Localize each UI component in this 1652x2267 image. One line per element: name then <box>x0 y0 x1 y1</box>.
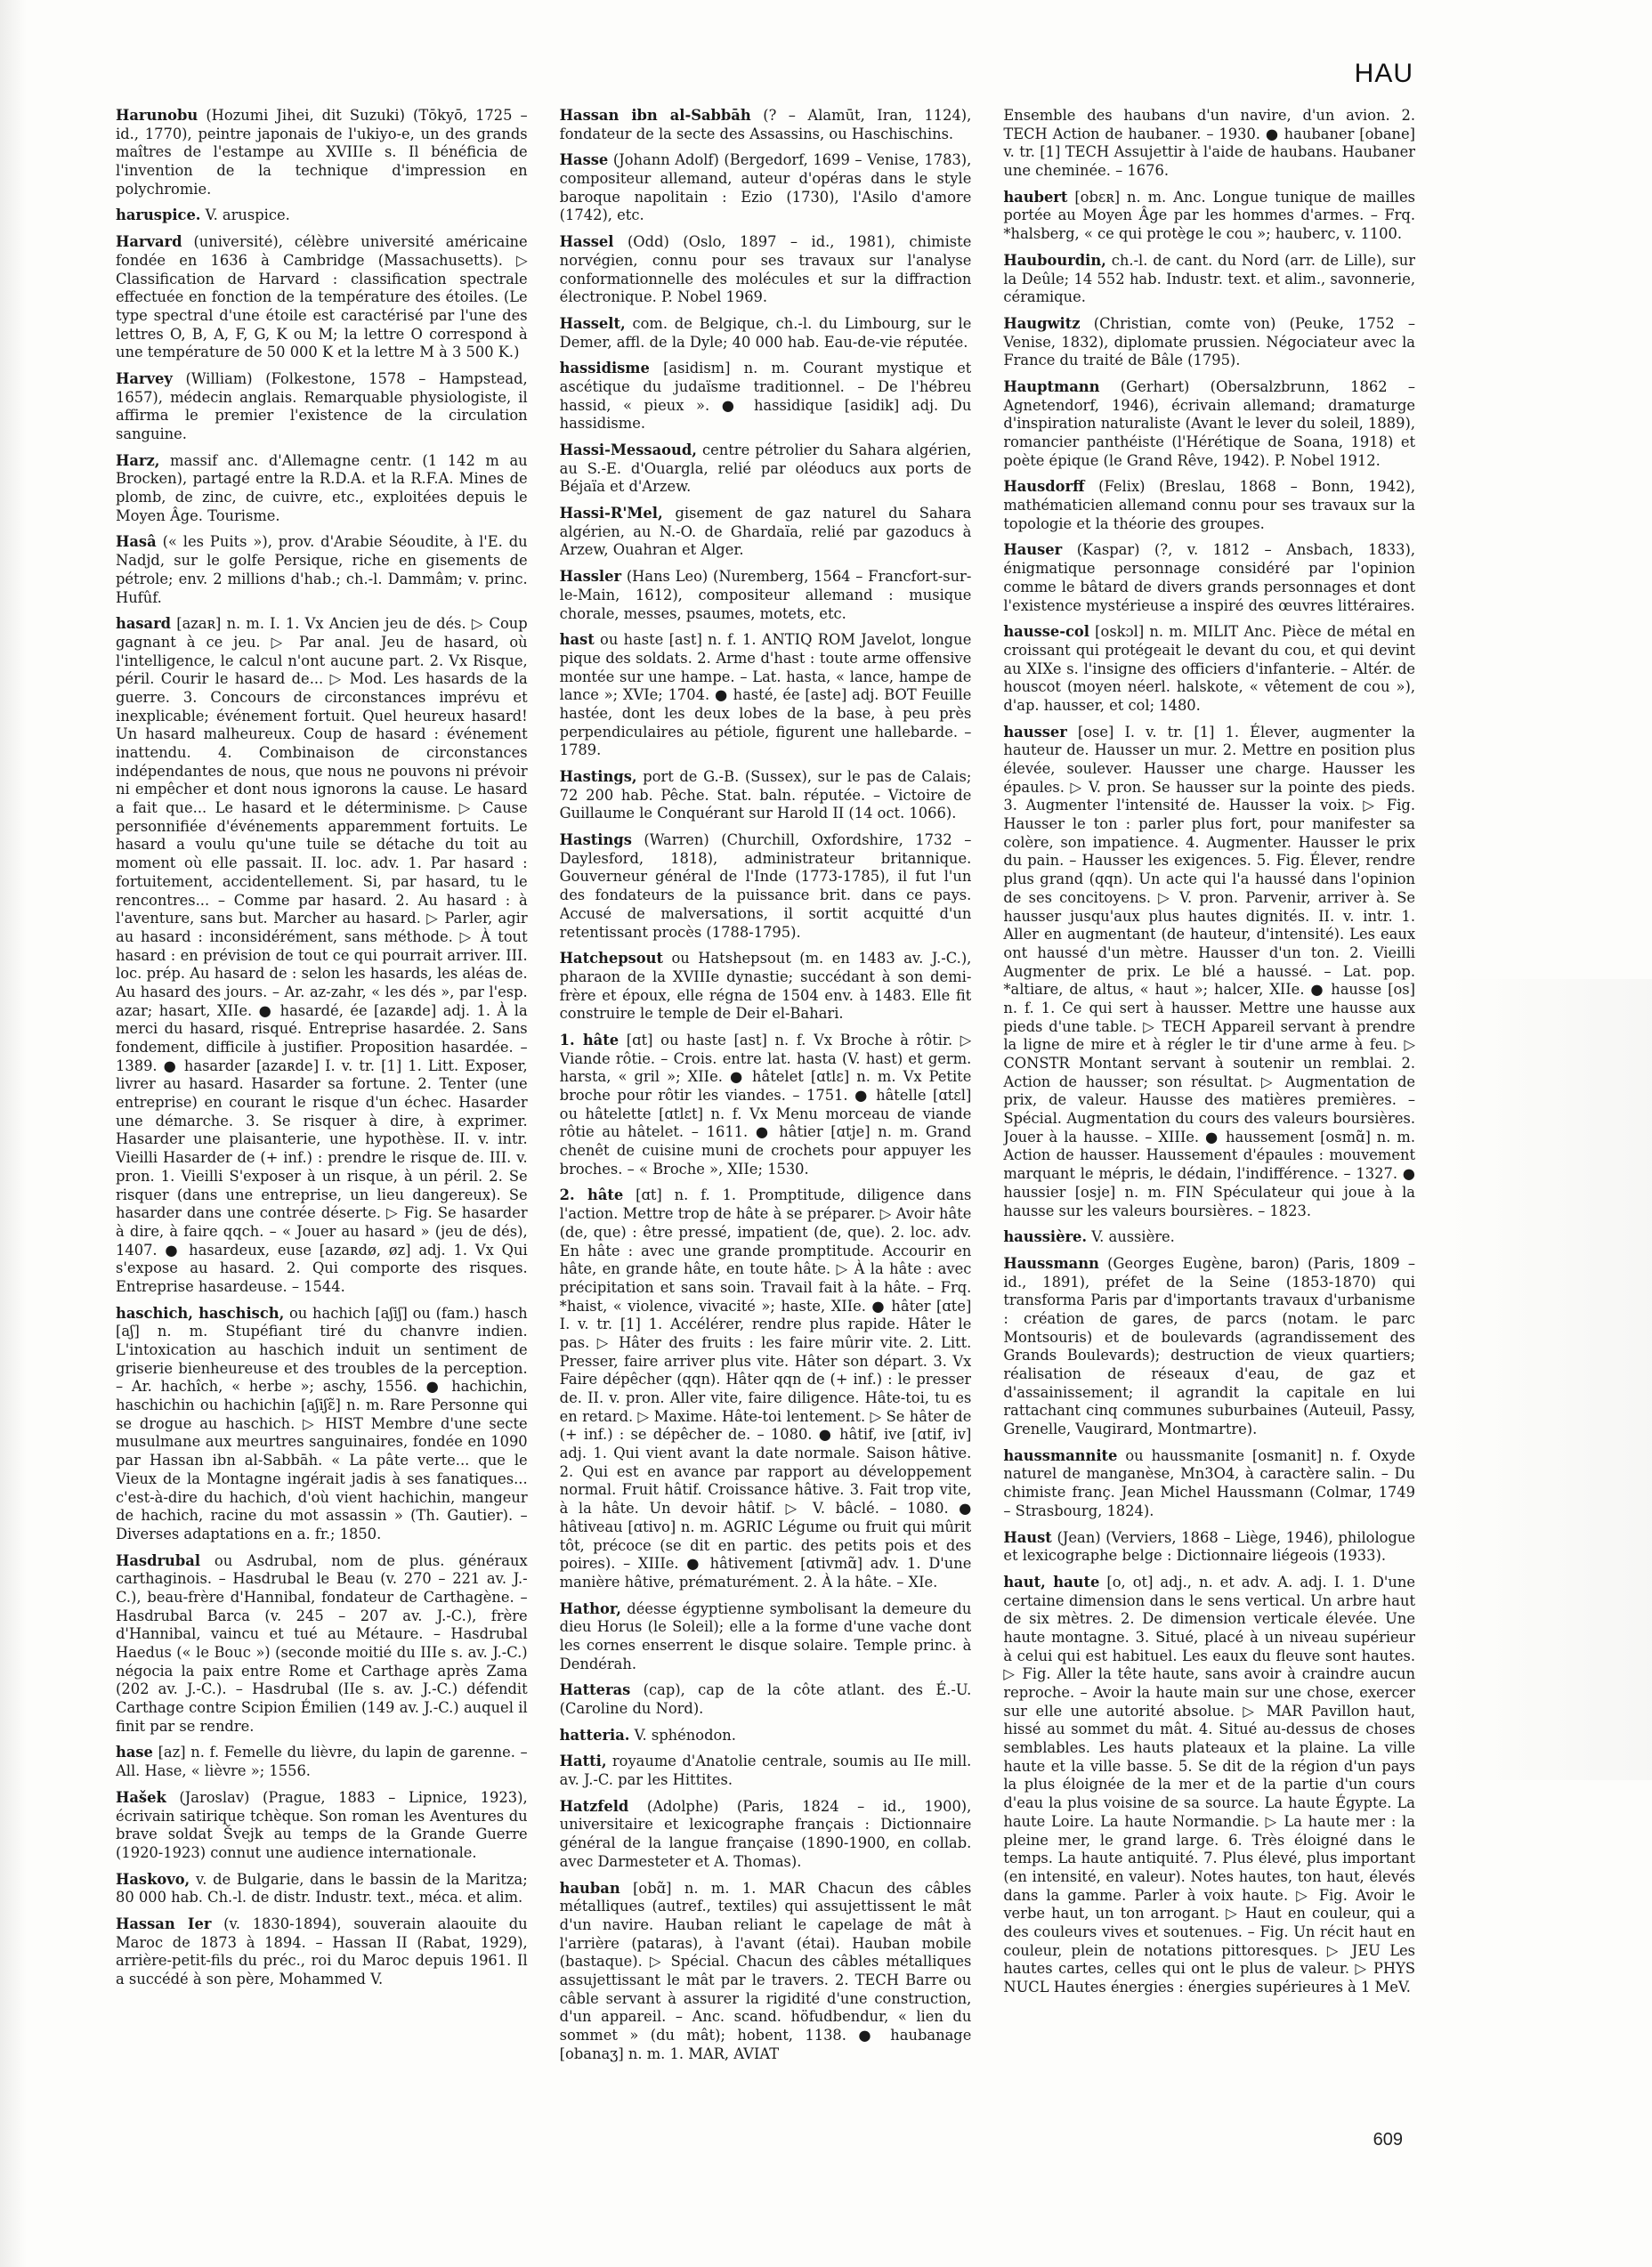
entry-definition: (Hozumi Jihei, dit Suzuki) (Tōkyō, 1725 – id., 1770), peintre japonais de l'ukiyo-e, un des grands maîtres de l'estampe au XVIIIe s. Il bénéficia de l'invention de la technique d'impression en polychromie. <box>116 107 528 198</box>
dictionary-entry <box>1003 1255 1415 1439</box>
dictionary-entry <box>560 1753 972 1789</box>
entry-headword: Haust <box>1003 1528 1052 1546</box>
entry-definition: [obɛʀ] n. m. Anc. Longue tunique de mailles portée au Moyen Âge par les hommes d'armes. – Frq. *halsberg, « ce qui protège le cou »; hauberc, v. 1100. <box>1003 188 1416 243</box>
entry-headword: Hasdrubal <box>116 1551 201 1569</box>
dictionary-entry <box>1003 1228 1415 1247</box>
entry-headword: hausse-col <box>1003 623 1089 641</box>
dictionary-entry <box>560 505 972 560</box>
entry-definition: (v. 1830-1894), souverain alaouite du Maroc de 1873 à 1894. – Hassan II (Rabat, 1929), arrière-petit-fils du préc., roi du Maroc depuis 1961. Il a succédé à son père, Mohammed V. <box>116 1915 528 1988</box>
entry-definition: (Georges Eugène, baron) (Paris, 1809 – id., 1891), préfet de la Seine (1853-1870) qui transforma Paris par d'importants travaux d'urbanisme : création de gares, de parcs (notam. le parc Montsouris) et de boulevards (agrandissement des Grands Boulevards); destruction de vieux quartiers; réalisation de réseaux d'eau, de gaz et d'assainissement; il agrandit la capitale en lui rattachant cinq communes suburbaines (Auteuil, Passy, Grenelle, Vaugirard, Montmartre). <box>1003 1254 1416 1438</box>
dictionary-entry <box>560 360 972 433</box>
entry-definition: port de G.-B. (Sussex), sur le pas de Calais; 72 200 hab. Pêche. Stat. baln. réputée. – Victoire de Guillaume le Conquérant sur Harold II (14 oct. 1066). <box>559 768 972 822</box>
entry-headword: hase <box>116 1744 153 1761</box>
entry-definition: (Odd) (Oslo, 1897 – id., 1981), chimiste norvégien, connu pour ses travaux sur l'analyse conformationnelle des molécules et sur la diffraction électronique. P. Nobel 1969. <box>559 233 972 306</box>
entry-definition: (université), célèbre université américaine fondée en 1636 à Cambridge (Massachusetts). ▷ Classification de Harvard : classification spectrale effectuée en fonction de la température des étoiles. (Le type spectral d'une étoile est caractérisé par l'une des lettres O, B, A, F, G, K ou M; la lettre O correspond à une température de 50 000 K et la lettre M à 3 500 K.) <box>116 233 528 361</box>
dictionary-entry <box>560 1798 972 1872</box>
entry-headword: Haugwitz <box>1003 314 1081 332</box>
entry-headword: Hasselt, <box>559 314 626 332</box>
dictionary-entry <box>116 1305 528 1544</box>
entry-headword: hausser <box>1003 723 1067 741</box>
entry-headword: Hatteras <box>559 1681 631 1699</box>
column-left <box>116 107 528 2154</box>
entry-headword: Haskovo, <box>116 1870 190 1888</box>
entry-definition: déesse égyptienne symbolisant la demeure du dieu Horus (le Soleil); elle a la forme d'une vache dont les cornes enserrent le disque solaire. Temple princ. à Dendérah. <box>559 1599 972 1672</box>
entry-headword: Haussmann <box>1003 1254 1099 1272</box>
entry-definition: ou Asdrubal, nom de plus. généraux carthaginois. – Hasdrubal le Beau (v. 270 – 221 av. J.-C.), beau-frère d'Hannibal, fondateur de Carthagène. – Hasdrubal Barca (v. 245 – 207 av. J.-C.), frère d'Hannibal, vaincu et tué au Métaure. – Hasdrubal Haedus (« le Bouc ») (seconde moitié du IIIe s. av. J.-C.) négocia la paix entre Rome et Carthage après Zama (202 av. J.-C.). – Hasdrubal (IIe s. av. J.-C.) défendit Carthage contre Scipion Émilien (149 av. J.-C.) auquel il finit par se rendre. <box>116 1551 528 1735</box>
dictionary-entry <box>560 233 972 307</box>
dictionary-entry <box>560 831 972 942</box>
entry-headword: hatteria. <box>559 1726 630 1744</box>
entry-definition: Ensemble des haubans d'un navire, d'un avion. 2. TECH Action de haubaner. – 1930. ● haubaner [obane] v. tr. [1] TECH Assujettir à l'aide de haubans. Haubaner une cheminée. – 1676. <box>1003 107 1416 180</box>
dictionary-entry <box>560 1681 972 1718</box>
dictionary-entry <box>560 950 972 1024</box>
entry-definition: (Kaspar) (?, v. 1812 – Ansbach, 1833), énigmatique personnage considéré par l'opinion comme le bâtard de divers grands personnages et dont l'existence mystérieuse a inspiré des œuvres littéraires. <box>1003 541 1416 614</box>
entry-headword: hast <box>559 631 595 649</box>
entry-definition: (Adolphe) (Paris, 1824 – id., 1900), universitaire et lexicographe français : Dictionnaire général de la langue française (1890-1900, en collab. avec Darmesteter et A. Thomas). <box>559 1797 972 1870</box>
entry-headword: hasard <box>116 615 172 633</box>
entry-headword: Hausdorff <box>1003 478 1085 496</box>
entry-headword: Harvey <box>116 369 173 387</box>
column-right <box>1003 107 1415 2154</box>
entry-definition: (cap), cap de la côte atlant. des É.-U. (Caroline du Nord). <box>559 1681 972 1717</box>
entry-definition: (Gerhart) (Obersalzbrunn, 1862 – Agnetendorf, 1946), écrivain allemand; dramaturge d'inspiration naturaliste (Avant le lever du soleil, 1889), romancier panthéiste (l'Hérétique de Soana, 1918) et poète épique (le Grand Rêve, 1942). P. Nobel 1912. <box>1003 377 1416 469</box>
entry-headword: Hasâ <box>116 533 157 551</box>
entry-headword: Hauptmann <box>1003 377 1100 395</box>
entry-definition: V. aruspice. <box>205 206 290 224</box>
entry-definition: ch.-l. de cant. du Nord (arr. de Lille), sur la Deûle; 14 552 hab. Industr. text. et alim., savonnerie, céramique. <box>1003 251 1416 306</box>
entry-headword: haut, haute <box>1003 1573 1100 1591</box>
entry-headword: Hatzfeld <box>559 1797 629 1815</box>
dictionary-entry <box>560 1600 972 1674</box>
entry-definition: [az] n. f. Femelle du lièvre, du lapin de garenne. – All. Hase, « lièvre »; 1556. <box>116 1744 528 1780</box>
dictionary-entry <box>560 568 972 623</box>
entry-definition: massif anc. d'Allemagne centr. (1 142 m au Brocken), partagé entre la R.D.A. et la R.F.A. Mines de plomb, de zinc, de cuivre, etc., exploitées depuis le Moyen Âge. Tourisme. <box>116 451 528 524</box>
dictionary-entry <box>1003 1529 1415 1566</box>
running-head: HAU <box>1354 59 1413 88</box>
dictionary-entry <box>116 370 528 444</box>
entry-headword: haussmannite <box>1003 1446 1118 1464</box>
dictionary-entry <box>116 1871 528 1907</box>
entry-headword: Hastings <box>559 831 632 849</box>
dictionary-entry <box>560 315 972 352</box>
entry-headword: Hatchepsout <box>559 950 664 968</box>
dictionary-entry <box>560 1727 972 1745</box>
entry-definition: gisement de gaz naturel du Sahara algérien, au N.-O. de Ghardaïa, relié par gazoducs à Arzew, Ouahran et Alger. <box>559 505 972 559</box>
entry-headword: Hastings, <box>559 768 637 785</box>
entry-headword: 2. hâte <box>559 1186 624 1204</box>
dictionary-entry <box>116 533 528 607</box>
entry-definition: (Felix) (Breslau, 1868 – Bonn, 1942), mathématicien allemand connu pour ses travaux sur la topologie et la théorie des groupes. <box>1003 478 1416 532</box>
entry-definition: com. de Belgique, ch.-l. du Limbourg, sur le Demer, affl. de la Dyle; 40 000 hab. Eau-de-vie réputée. <box>559 314 972 351</box>
entry-headword: Hassler <box>559 568 622 586</box>
dictionary-entry <box>1003 252 1415 307</box>
entry-headword: haschich, haschisch, <box>116 1304 285 1322</box>
entry-headword: Hassi-Messaoud, <box>559 441 697 458</box>
entry-headword: Hassan ibn al-Sabbāh <box>559 107 751 124</box>
entry-definition: ou Hatshepsout (m. en 1483 av. J.-C.), pharaon de la XVIIIe dynastie; succédant à son demi-frère et époux, elle régna de 1504 env. à 1483. Elle fit construire le temple de Deir el-Bahari. <box>559 950 972 1023</box>
entry-headword: Harunobu <box>116 107 198 124</box>
entry-definition: (Johann Adolf) (Bergedorf, 1699 – Venise, 1783), compositeur allemand, auteur d'opéras dans le style baroque napolitain : Ezio (1730), l'Asilo d'amore (1742), etc. <box>559 151 972 224</box>
entry-definition: [ɑt] ou haste [ast] n. f. Vx Broche à rôtir. ▷ Viande rôtie. – Crois. entre lat. hasta (V. hast) et germ. harsta, « gril »; XIIe. ● hâtelet [ɑtlɛ] n. m. Vx Petite broche pour rôtir les viandes. – 1751. ● hâtelle [ɑtɛl] ou hâtelette [ɑtlɛt] n. f. Vx Menu morceau de viande rôtie au hâtelet. – 1611. ● hâtier [ɑtje] n. m. Grand chenêt de cuisine muni de crochets pour appuyer les broches. – « Broche », XIIe; 1530. <box>559 1031 972 1178</box>
entry-headword: Hatti, <box>559 1753 607 1770</box>
dictionary-entry <box>1003 541 1415 615</box>
entry-headword: haubert <box>1003 188 1068 206</box>
entry-definition: v. de Bulgarie, dans le bassin de la Maritza; 80 000 hab. Ch.-l. de distr. Industr. text., méca. et alim. <box>116 1870 528 1907</box>
dictionary-entry <box>116 233 528 362</box>
page-number: 609 <box>1373 2130 1403 2150</box>
dictionary-entry <box>1003 378 1415 470</box>
entry-headword: Haubourdin, <box>1003 251 1106 269</box>
dictionary-entry <box>560 768 972 823</box>
dictionary-entry <box>116 107 528 198</box>
entry-definition: [ɑt] n. f. 1. Promptitude, diligence dans l'action. Mettre trop de hâte à se préparer. ▷ Avoir hâte (de, que) : être pressé, impatient (de, que). 2. loc. adv. En hâte : avec une grande promptitude. Accourir en hâte, en grande hâte, en toute hâte. ▷ À la hâte : avec précipitation et sans soin. Travail fait à la hâte. – Frq. *haist, « violence, vivacité »; haste, XIIe. ● hâter [ɑte] I. v. tr. [1] 1. Accélérer, rendre plus rapide. Hâter le pas. ▷ Hâter des fruits : les faire mûrir vite. 2. Litt. Presser, faire arriver plus vite. Hâter son départ. 3. Vx Faire dépêcher (qqn). Hâter qqn de (+ inf.) : le presser de. II. v. pron. Aller vite, faire diligence. Hâte-toi, tu es en retard. ▷ Maxime. Hâte-toi lentement. ▷ Se hâter de (+ inf.) : se dépêcher de. – 1080. ● hâtif, ive [ɑtif, iv] adj. 1. Qui vient avant la date normale. Saison hâtive. 2. Qui est en avance par rapport au développement normal. Fruit hâtif. Croissance hâtive. 3. Fait trop vite, à la hâte. Un devoir hâtif. ▷ V. bâclé. – 1080. ● hâtiveau [ɑtivo] n. m. AGRIC Légume ou fruit qui mûrit tôt, précoce (se dit en partic. des petits pois et des poires). – XIIIe. ● hâtivement [ɑtivmɑ̃] adv. 1. D'une manière hâtive, prématurément. 2. À la hâte. – XIe. <box>559 1186 972 1591</box>
entry-definition: (Jean) (Verviers, 1868 – Liège, 1946), philologue et lexicographe belge : Dictionnaire liégeois (1933). <box>1003 1528 1416 1565</box>
entry-headword: hauban <box>559 1879 620 1897</box>
dictionary-entry <box>1003 107 1415 181</box>
dictionary-entry <box>560 107 972 143</box>
entry-definition: ou hachich [aʃiʃ] ou (fam.) hasch [aʃ] n. m. Stupéfiant tiré du chanvre indien. L'intoxication au haschich induit un sentiment de griserie bienheureuse et des troubles de la perception. – Ar. hachîch, « herbe »; aschy, 1556. ● hachichin, haschichin ou hachichin [aʃiʃɛ̃] n. m. Rare Personne qui se drogue au haschich. ▷ HIST Membre d'une secte musulmane aux meurtres sanguinaires, fondée en 1090 par Hassan ibn al-Sabbāh. « La pâte verte... que le Vieux de la Montagne ingérait jadis à ses fanatiques... c'est-à-dire du hachich, d'où vient hachichin, mangeur de hachich, racine du mot assassin » (Th. Gautier). – Diverses adaptations en a. fr.; 1850. <box>116 1304 528 1542</box>
entry-definition: royaume d'Anatolie centrale, soumis au IIe mill. av. J.-C. par les Hittites. <box>559 1753 972 1789</box>
entry-definition: (Warren) (Churchill, Oxfordshire, 1732 – Daylesford, 1818), administrateur britannique. Gouverneur général de l'Inde (1773-1785), il fut l'un des fondateurs de la puissance brit. dans ce pays. Accusé de malversations, il sortit acquitté d'un retentissant procès (1788-1795). <box>559 831 972 941</box>
dictionary-entry <box>1003 478 1415 533</box>
entry-definition: (Christian, comte von) (Peuke, 1752 – Venise, 1832), diplomate prussien. Négociateur avec la France du traité de Bâle (1795). <box>1003 314 1416 369</box>
entry-headword: Hauser <box>1003 541 1063 559</box>
dictionary-entry <box>1003 315 1415 370</box>
entry-definition: [asidism] n. m. Courant mystique et ascétique du judaïsme traditionnel. – De l'hébreu hassid, « pieux ». ● hassidique [asidik] adj. Du hassidisme. <box>559 360 972 433</box>
entry-definition: V. aussière. <box>1091 1228 1175 1246</box>
dictionary-entry <box>116 452 528 526</box>
entry-definition: (Jaroslav) (Prague, 1883 – Lipnice, 1923), écrivain satirique tchèque. Son roman les Aventures du brave soldat Švejk au temps de la Grande Guerre (1920-1923) connut une audience internationale. <box>116 1788 528 1861</box>
entry-definition: [azaʀ] n. m. I. 1. Vx Ancien jeu de dés. ▷ Coup gagnant à ce jeu. ▷ Par anal. Jeu de hasard, où l'intelligence, le calcul n'ont aucune part. 2. Vx Risque, péril. Courir le hasard de... ▷ Mod. Les hasards de la guerre. 3. Concours de circonstances imprévu et inexplicable; événement fortuit. Quel heureux hasard! Un hasard malheureux. Coup de hasard : événement inattendu. 4. Combinaison de circonstances indépendantes de nous, que nous ne pouvons ni prévoir ni empêcher et dont nous ignorons la cause. Le hasard a fait que... Le hasard et le déterminisme. ▷ Cause personnifiée d'événements apparemment fortuits. Le hasard a voulu qu'une tuile se détache du toit au moment où elle passait. II. loc. adv. 1. Par hasard : fortuitement, accidentellement. Si, par hasard, tu le rencontres... – Comme par hasard. 2. Au hasard : à l'aventure, sans but. Marcher au hasard. ▷ Parler, agir au hasard : inconsidérément, sans méthode. ▷ À tout hasard : en prévision de tout ce qui pourrait arriver. III. loc. prép. Au hasard de : selon les hasards, les aléas de. Au hasard des jours. – Ar. az-zahr, « les dés », par l'esp. azar; hasart, XIIe. ● hasardé, ée [azaʀde] adj. 1. À la merci du hasard, risqué. Entreprise hasardée. 2. Sans fondement, difficile à justifier. Proposition hasardée. – 1389. ● hasarder [azaʀde] I. v. tr. [1] 1. Litt. Exposer, livrer au hasard. Hasarder sa fortune. 2. Tenter (une entreprise) en courant le risque d'un échec. Hasarder une démarche. 3. Se risquer à dire, à exprimer. Hasarder une plaisanterie, une hypothèse. II. v. intr. Vieilli Hasarder de (+ inf.) : prendre le risque de. III. v. pron. 1. Vieilli S'exposer à un risque, à un péril. 2. Se risquer (dans une entreprise, un lieu dangereux). Se hasarder dans une contrée déserte. ▷ Fig. Se hasarder à dire, à faire qqch. – « Jouer au hasard » (jeu de dés), 1407. ● hasardeux, euse [azaʀdø, øz] adj. 1. Vx Qui s'expose au hasard. 2. Qui comporte des risques. Entreprise hasardeuse. – 1544. <box>116 615 528 1295</box>
entry-definition: [o, ot] adj., n. et adv. A. adj. I. 1. D'une certaine dimension dans le sens vertical. Un arbre haut de six mètres. 2. De dimension verticale élevée. Une haute montagne. 3. Situé, placé à un niveau supérieur à celui qui est habituel. Les eaux du fleuve sont hautes. ▷ Fig. Aller la tête haute, sans avoir à craindre aucun reproche. – Avoir la haute main sur une chose, exercer sur elle une autorité absolue. ▷ MAR Pavillon haut, hissé au sommet du mât. 4. Situé au-dessus de choses semblables. Les hauts plateaux et la plaine. La ville haute et la ville basse. 5. Se dit de la région d'un pays la plus éloignée de la mer et de la partie d'un cours d'eau la plus voisine de sa source. La haute Égypte. La haute Loire. La haute Normandie. ▷ La haute mer : la pleine mer, le grand large. 6. Très éloigné dans le temps. La haute antiquité. 7. Plus élevé, plus important (en intensité, en valeur). Notes hautes, ton haut, élevés dans la gamme. Parler à voix haute. ▷ Fig. Avoir le verbe haut, un ton arrogant. ▷ Haut en couleur, qui a des couleurs vives et soutenues. – Fig. Un récit haut en couleur, plein de notations pittoresques. ▷ JEU Les hautes cartes, celles qui ont le plus de valeur. ▷ PHYS NUCL Hautes énergies : énergies supérieures à 1 MeV. <box>1003 1573 1416 1996</box>
dictionary-entry <box>560 631 972 760</box>
dictionary-entry <box>560 151 972 225</box>
entry-definition: [oskɔl] n. m. MILIT Anc. Pièce de métal en croissant qui protégeait le devant du cou, et qui devint au XIXe s. l'insigne des officiers d'infanterie. – Altér. de houscot (moyen néerl. halskote, « vêtement de cou »), d'ap. hausser, et col; 1480. <box>1003 623 1416 714</box>
entry-definition: (« les Puits »), prov. d'Arabie Séoudite, à l'E. du Nadjd, sur le golfe Persique, riche en gisements de pétrole; env. 2 millions d'hab.; ch.-l. Dammâm; v. princ. Hufûf. <box>116 533 528 606</box>
dictionary-entry <box>1003 1574 1415 1997</box>
page-gutter-shadow <box>0 0 27 2267</box>
entry-headword: Hathor, <box>559 1599 621 1617</box>
entry-definition: [obɑ̃] n. m. 1. MAR Chacun des câbles métalliques (autref., textiles) qui assujettissent le mât d'un navire. Hauban reliant le capelage de mât à l'arrière (pataras), à l'avant (étai). Hauban mobile (bastaque). ▷ Spécial. Chacun des câbles métalliques assujettissant le mât par le travers. 2. TECH Barre ou câble servant à assurer la rigidité d'une construction, d'un appareil. – Anc. scand. höfudbendur, « lien du sommet » (du mât); hobent, 1138. ● haubanage [obanaʒ] n. m. 1. MAR, AVIAT <box>559 1879 972 2062</box>
entry-headword: Harz, <box>116 451 160 469</box>
dictionary-entry <box>116 1915 528 1989</box>
dictionary-entry <box>116 206 528 225</box>
dictionary-entry <box>116 615 528 1296</box>
entry-definition: ou haste [ast] n. f. 1. ANTIQ ROM Javelot, longue pique des soldats. 2. Arme d'hast : toute arme offensive montée sur une hampe. – Lat. hasta, « lance, hampe de lance »; XVIe; 1704. ● hasté, ée [aste] adj. BOT Feuille hastée, dont les deux lobes de la base, à peu près perpendiculaires au pétiole, figurent une hallebarde. – 1789. <box>559 631 972 759</box>
entry-definition: (Hans Leo) (Nuremberg, 1564 – Francfort-sur-le-Main, 1612), compositeur allemand : musique chorale, messes, psaumes, motets, etc. <box>559 568 972 622</box>
entry-headword: Hassel <box>559 233 614 251</box>
dictionary-entry <box>1003 189 1415 244</box>
dictionary-entry <box>560 1880 972 2064</box>
dictionary-entry <box>1003 1447 1415 1521</box>
entry-headword: 1. hâte <box>559 1031 620 1048</box>
entry-headword: haussière. <box>1003 1228 1088 1246</box>
entry-headword: Harvard <box>116 233 182 251</box>
dictionary-entry <box>116 1552 528 1737</box>
dictionary-columns <box>116 107 1415 2154</box>
dictionary-entry <box>560 1032 972 1179</box>
dictionary-entry <box>560 1186 972 1591</box>
entry-headword: haruspice. <box>116 206 201 224</box>
dictionary-entry <box>116 1789 528 1863</box>
dictionary-entry <box>116 1744 528 1780</box>
entry-definition: (William) (Folkestone, 1578 – Hampstead, 1657), médecin anglais. Remarquable physiologiste, il affirma le premier l'existence de la circulation sanguine. <box>116 369 528 442</box>
dictionary-entry <box>1003 623 1415 715</box>
entry-definition: (? – Alamūt, Iran, 1124), fondateur de la secte des Assassins, ou Haschischins. <box>559 107 972 142</box>
entry-definition: V. sphénodon. <box>634 1726 736 1744</box>
entry-headword: Hassi-R'Mel, <box>559 505 663 522</box>
entry-definition: centre pétrolier du Sahara algérien, au S.-E. d'Ouargla, relié par oléoducs aux ports de Béjaïa et d'Arzew. <box>559 441 972 496</box>
dictionary-entry <box>1003 724 1415 1221</box>
entry-headword: hassidisme <box>559 360 650 377</box>
column-middle <box>560 107 972 2154</box>
entry-headword: Hašek <box>116 1788 166 1806</box>
entry-definition: ou haussmanite [osmanit] n. f. Oxyde naturel de manganèse, Mn3O4, à caractère salin. – Du chimiste franç. Jean Michel Haussmann (Colmar, 1749 – Strasbourg, 1824). <box>1003 1446 1416 1519</box>
entry-headword: Hassan Ier <box>116 1915 212 1932</box>
show-through-shadow <box>1447 979 1652 1780</box>
entry-headword: Hasse <box>559 151 609 169</box>
entry-definition: [ose] I. v. tr. [1] 1. Élever, augmenter la hauteur de. Hausser un mur. 2. Mettre en position plus élevée, soulever. Hausser une charge. Hausser les épaules. ▷ V. pron. Se hausser sur la pointe des pieds. 3. Augmenter l'intensité de. Hausser la voix. ▷ Fig. Hausser le ton : parler plus fort, pour manifester sa colère, son impatience. 4. Augmenter. Hausser le prix du pain. – Hausser les exigences. 5. Fig. Élever, rendre plus grand (qqn). Un acte qui l'a haussé dans l'opinion de ses concitoyens. ▷ V. pron. Parvenir, arriver à. Se hausser jusqu'aux plus hautes dignités. II. v. intr. 1. Aller en augmentant (de hauteur, d'intensité). Les eaux ont haussé d'un mètre. Hausser d'un ton. 2. Vieilli Augmenter de prix. Le blé a haussé. – Lat. pop. *altiare, de altus, « haut »; halcer, XIIe. ● hausse [os] n. f. 1. Ce qui sert à hausser. Mettre une hausse aux pieds d'une table. ▷ TECH Appareil servant à prendre la ligne de mire et à régler le tir d'une arme à feu. ▷ CONSTR Montant servant à soutenir un remblai. 2. Action de hausser; son résultat. ▷ Augmentation de prix, de valeur. Hausse des matières premières. – Spécial. Augmentation du cours des valeurs boursières. Jouer à la hausse. – XIIIe. ● haussement [osmɑ̃] n. m. Action de hausser. Haussement d'épaules : mouvement marquant le mépris, le dédain, l'indifférence. – 1327. ● haussier [osje] n. m. FIN Spéculateur qui joue à la hausse sur les valeurs boursières. – 1823. <box>1003 723 1416 1219</box>
dictionary-entry <box>560 441 972 497</box>
